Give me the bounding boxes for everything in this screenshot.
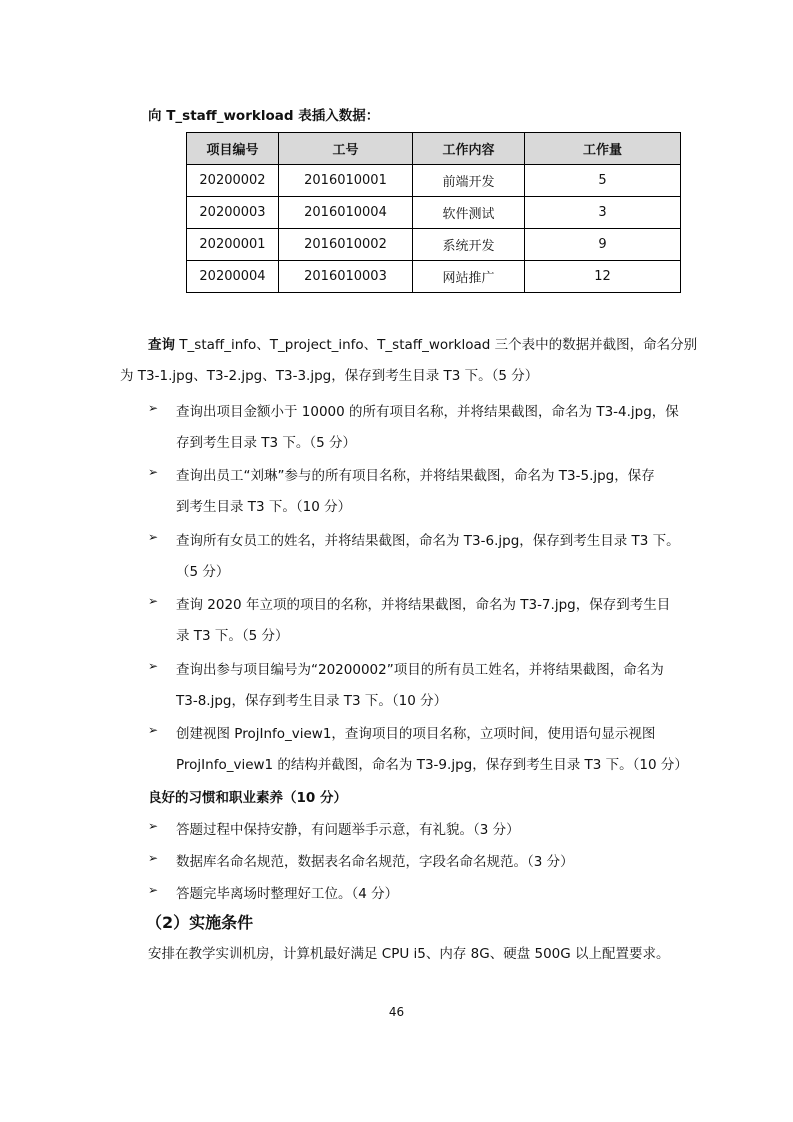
- table-cell: 20200002: [187, 165, 279, 197]
- query-text: T_staff_info、T_project_info、T_staff_workload 三个表中的数据并截图，命名分别: [175, 337, 698, 353]
- bullet-arrow-icon: ➢: [148, 659, 159, 673]
- bullet-arrow-icon: ➢: [148, 594, 159, 608]
- habit-item: 数据库名命名规范，数据表名命名规范，字段名命名规范。（3 分）: [176, 854, 574, 870]
- bullet-arrow-icon: ➢: [148, 851, 159, 865]
- table-cell: 9: [525, 229, 681, 261]
- bullet-arrow-icon: ➢: [148, 819, 159, 833]
- table-cell: 3: [525, 197, 681, 229]
- table-cell: 20200001: [187, 229, 279, 261]
- table-cell: 2016010002: [279, 229, 413, 261]
- bullet-item-cont: 录 T3 下。（5 分）: [176, 628, 289, 644]
- table-cell: 20200003: [187, 197, 279, 229]
- table-cell: 20200004: [187, 261, 279, 293]
- bullet-item-cont: T3-8.jpg，保存到考生目录 T3 下。（10 分）: [176, 693, 448, 709]
- intro-text: 向 T_staff_workload 表插入数据：: [148, 108, 380, 124]
- table-header-row: [187, 133, 681, 165]
- habits-title: 良好的习惯和职业素养（10 分）: [148, 790, 347, 806]
- bullet-item-cont: 存到考生目录 T3 下。（5 分）: [176, 435, 357, 451]
- table-header: 工作内容: [413, 133, 525, 165]
- habit-item: 答题完毕离场时整理好工位。（4 分）: [176, 886, 399, 902]
- bullet-arrow-icon: ➢: [148, 465, 159, 479]
- bullet-item-cont: ProjInfo_view1 的结构并截图，命名为 T3-9.jpg，保存到考生目录 T3 下。（10 分）: [176, 757, 688, 773]
- table-cell: 软件测试: [413, 197, 525, 229]
- habit-item: 答题过程中保持安静，有问题举手示意，有礼貌。（3 分）: [176, 822, 520, 838]
- table-cell: 网站推广: [413, 261, 525, 293]
- query-paragraph-line1: [148, 335, 697, 355]
- workload-table: [186, 132, 681, 293]
- table-cell: 系统开发: [413, 229, 525, 261]
- condition-text: 安排在教学实训机房，计算机最好满足 CPU i5、内存 8G、硬盘 500G 以上配置要求。: [148, 946, 670, 962]
- section-title: （2）实施条件: [146, 913, 254, 932]
- page-number: 46: [388, 1005, 405, 1019]
- table-cell: 2016010003: [279, 261, 413, 293]
- bullet-item: 创建视图 ProjInfo_view1，查询项目的项目名称，立项时间，使用语句显示视图: [176, 726, 656, 742]
- table-row: [187, 197, 681, 229]
- table-header: 工作量: [525, 133, 681, 165]
- table-cell: 12: [525, 261, 681, 293]
- bullet-item: 查询出项目金额小于 10000 的所有项目名称，并将结果截图，命名为 T3-4.jpg，保: [176, 404, 679, 420]
- bullet-arrow-icon: ➢: [148, 401, 159, 415]
- bullet-arrow-icon: ➢: [148, 723, 159, 737]
- table-cell: 5: [525, 165, 681, 197]
- bullet-item: 查询出员工“刘琳”参与的所有项目名称，并将结果截图，命名为 T3-5.jpg，保存: [176, 468, 655, 484]
- query-bold-label: 查询: [148, 337, 175, 353]
- bullet-item: 查询所有女员工的姓名，并将结果截图，命名为 T3-6.jpg，保存到考生目录 T3 下。: [176, 533, 680, 549]
- table-row: [187, 261, 681, 293]
- bullet-item: 查询 2020 年立项的项目的名称，并将结果截图，命名为 T3-7.jpg，保存到考生目: [176, 597, 671, 613]
- bullet-arrow-icon: ➢: [148, 530, 159, 544]
- table-header: 项目编号: [187, 133, 279, 165]
- bullet-arrow-icon: ➢: [148, 883, 159, 897]
- table-row: [187, 229, 681, 261]
- table-cell: 前端开发: [413, 165, 525, 197]
- query-paragraph-line2: 为 T3-1.jpg、T3-2.jpg、T3-3.jpg，保存到考生目录 T3 下。（5 分）: [120, 368, 539, 384]
- table-row: [187, 165, 681, 197]
- bullet-item: 查询出参与项目编号为“20200002”项目的所有员工姓名，并将结果截图，命名为: [176, 662, 664, 678]
- bullet-item-cont: 到考生目录 T3 下。（10 分）: [176, 499, 352, 515]
- table-cell: 2016010001: [279, 165, 413, 197]
- table-cell: 2016010004: [279, 197, 413, 229]
- table-header: 工号: [279, 133, 413, 165]
- bullet-item-cont: （5 分）: [176, 564, 230, 580]
